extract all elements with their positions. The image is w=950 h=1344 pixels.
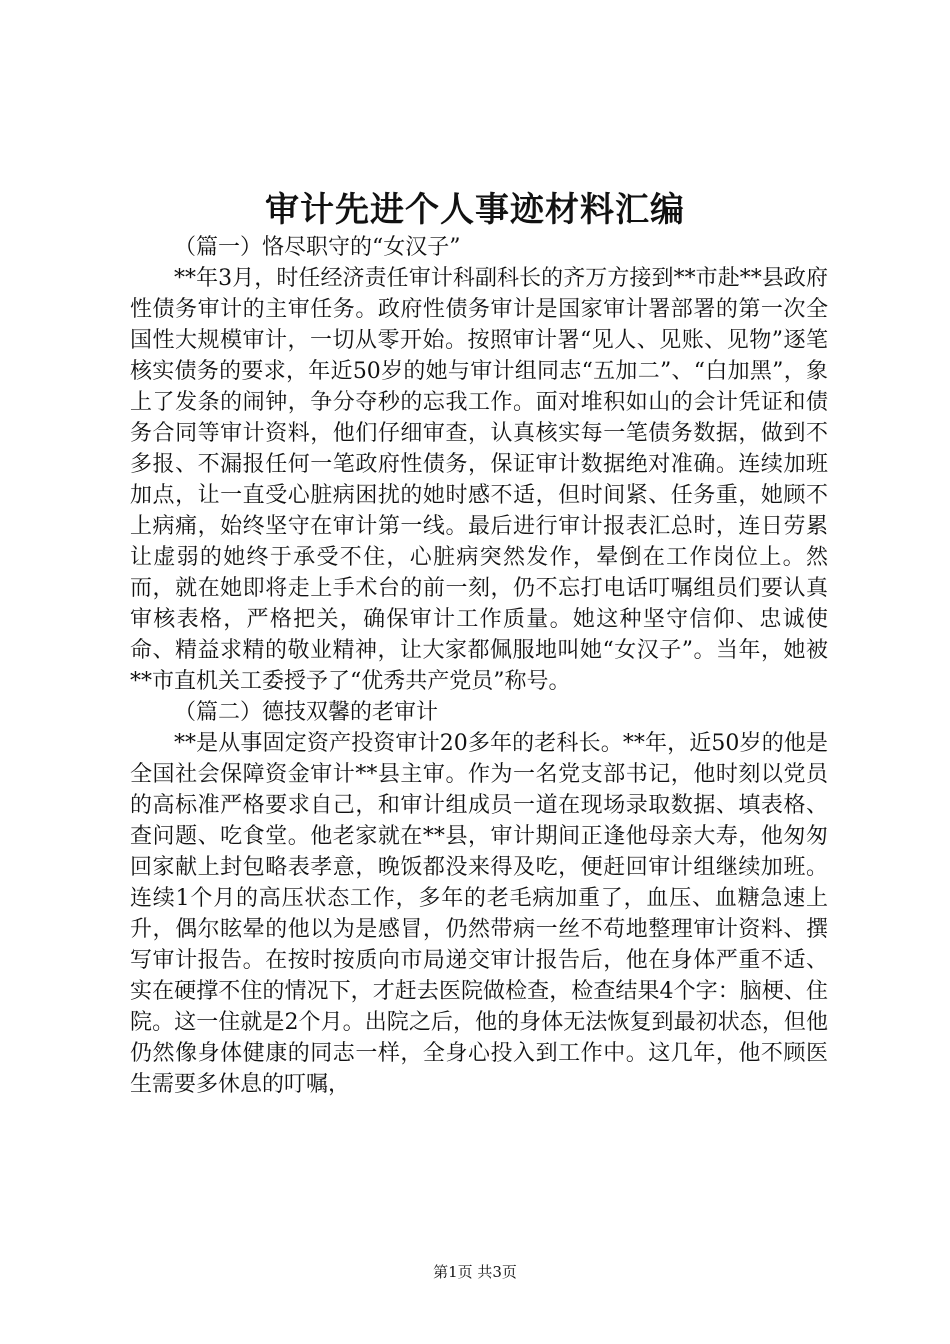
section-heading-1: （篇一）恪尽职守的“女汉子” [174,235,461,260]
document-body [130,232,828,1100]
page-footer: 第1页 共3页 [433,1263,517,1281]
document-title: 审计先进个人事迹材料汇编 [265,190,685,230]
section-paragraph-1: **年3月，时任经济责任审计科副科长的齐万方接到**市赴**县政府性债务审计的主审任务。政府性债务审计是国家审计署部署的第一次全国性大规模审计，一切从零开始。按照审计署“见人、见账、见物”逐笔核实债务的要求，年近50岁的她与审计组同志“五加二”、“白加黑”，象上了发条的闹钟，争分夺秒的忘我工作。面对堆积如山的会计凭证和债务合同等审计资料，他们仔细审查，认真核实每一笔债务数据，做到不多报、不漏报任何一笔政府性债务，保证审计数据绝对准确。连续加班加点，让一直受心脏病困扰的她时感不适，但时间紧、任务重，她顾不上病痛，始终坚守在审计第一线。最后进行审计报表汇总时，连日劳累让虚弱的她终于承受不住，心脏病突然发作，晕倒在工作岗位上。然而，就在她即将走上手术台的前一刻，仍不忘打电话叮嘱组员们要认真审核表格，严格把关，确保审计工作质量。她这种坚守信仰、忠诚使命、精益求精的敬业精神，让大家都佩服地叫她“女汉子”。当年，她被**市直机关工委授予了“优秀共产党员”称号。 [130,266,828,694]
section-heading-2: （篇二）德技双馨的老审计 [174,700,439,725]
section-paragraph-2: **是从事固定资产投资审计20多年的老科长。**年，近50岁的他是全国社会保障资金审计**县主审。作为一名党支部书记，他时刻以党员的高标准严格要求自己，和审计组成员一道在现场录取数据、填表格、查问题、吃食堂。他老家就在**县，审计期间正逢他母亲大寿，他匆匆回家献上封包略表孝意，晚饭都没来得及吃，便赶回审计组继续加班。连续1个月的高压状态工作，多年的老毛病加重了，血压、血糖急速上升，偶尔眩晕的他以为是感冒，仍然带病一丝不苟地整理审计资料、撰写审计报告。在按时按质向市局递交审计报告后，他在身体严重不适、实在硬撑不住的情况下，才赶去医院做检查，检查结果4个字：脑梗、住院。这一住就是2个月。出院之后，他的身体无法恢复到最初状态，但他仍然像身体健康的同志一样，全身心投入到工作中。这几年，他不顾医生需要多休息的叮嘱， [130,731,828,1097]
